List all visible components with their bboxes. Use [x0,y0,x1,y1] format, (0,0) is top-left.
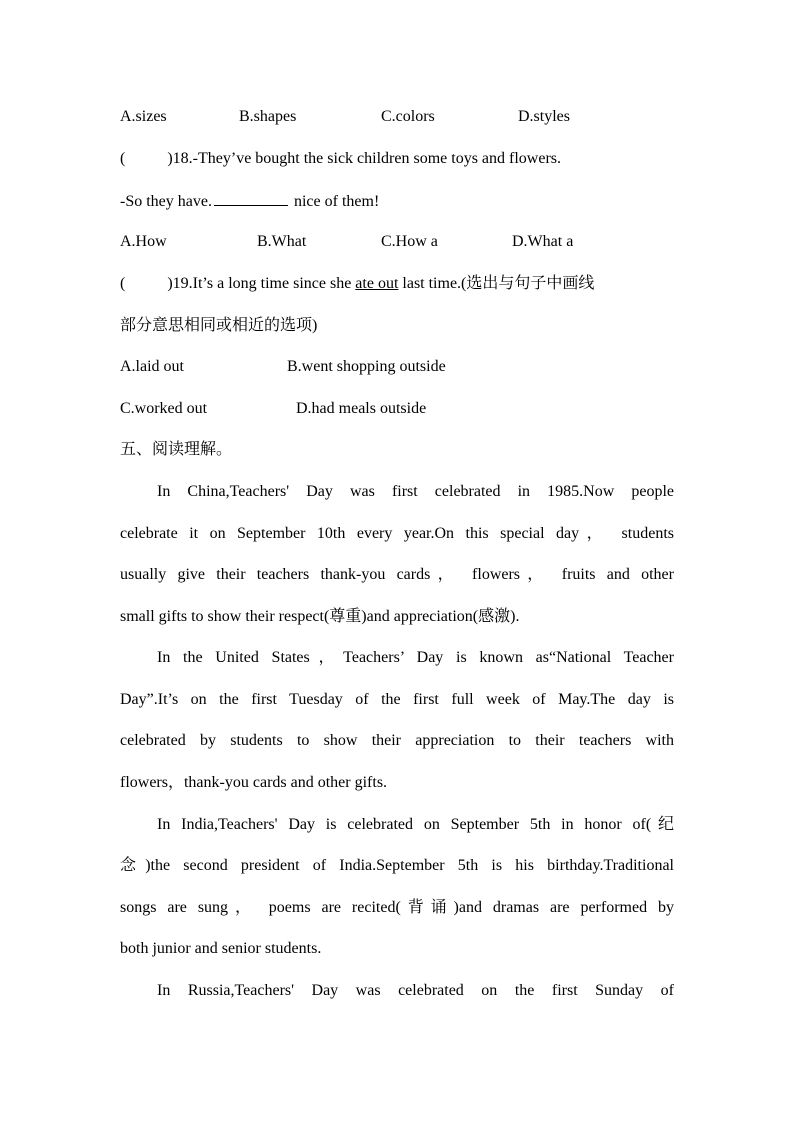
q18-text: )18.-They’ve bought the sick children some toys and flowers. [167,150,562,167]
q18-option-b: B.What [257,233,307,250]
passage-line: flowers，thank-you cards and other gifts. [120,774,388,791]
q19-option-d: D.had meals outside [296,400,427,417]
passage-line: Day”.It’s on the first Tuesday of the first full week of May.The day is [120,691,674,708]
q18-blank [214,191,288,206]
q18-reply-after: nice of them! [293,193,380,210]
q17-option-b: B.shapes [239,108,297,125]
q19-option-b: B.went shopping outside [287,358,446,375]
passage-line: celebrated by students to show their appreciation to their teachers with [120,732,674,749]
passage-line: In India,Teachers' Day is celebrated on September 5th in honor of(纪 [157,816,674,833]
q17-option-d: D.styles [518,108,570,125]
q19-option-a: A.laid out [120,358,184,375]
q18-option-c: C.How a [381,233,438,250]
passage-line: songs are sung， poems are recited(背诵)and dramas are performed by [120,899,674,916]
q17-option-a: A.sizes [120,108,167,125]
q18-option-d: D.What a [512,233,574,250]
q19-question-line2: 部分意思相同或相近的选项) [120,317,318,334]
passage-line: small gifts to show their respect(尊重)and appreciation(感激). [120,608,520,625]
q19-option-c: C.worked out [120,400,208,417]
q18-open-paren: ( [120,150,126,167]
q18-question [120,149,674,169]
q19-text-after: last time.(选出与句子中画线 [398,275,595,292]
q19-question [120,274,674,294]
passage-line: 念)the second president of India.September 5th is his birthday.Traditional [120,857,674,874]
q18-option-a: A.How [120,233,167,250]
passage-line: celebrate it on September 10th every year.On this special day， students [120,525,674,542]
passage-line: usually give their teachers thank-you cards， flowers， fruits and other [120,566,674,583]
passage-line: In the United States，Teachers’ Day is known as“National Teacher [157,649,674,666]
q19-open-paren: ( [120,275,126,292]
q18-reply-before: -So they have. [120,193,212,210]
q19-text-before: )19.It’s a long time since she [167,275,356,292]
passage-line: In Russia,Teachers' Day was celebrated on the first Sunday of [157,982,674,999]
passage-line: both junior and senior students. [120,940,322,957]
section-title: 五、阅读理解。 [120,441,233,458]
passage-line: In China,Teachers' Day was first celebrated in 1985.Now people [157,483,674,500]
q18-reply [120,191,674,212]
q17-option-c: C.colors [381,108,435,125]
q19-underlined-phrase: ate out [355,275,399,292]
